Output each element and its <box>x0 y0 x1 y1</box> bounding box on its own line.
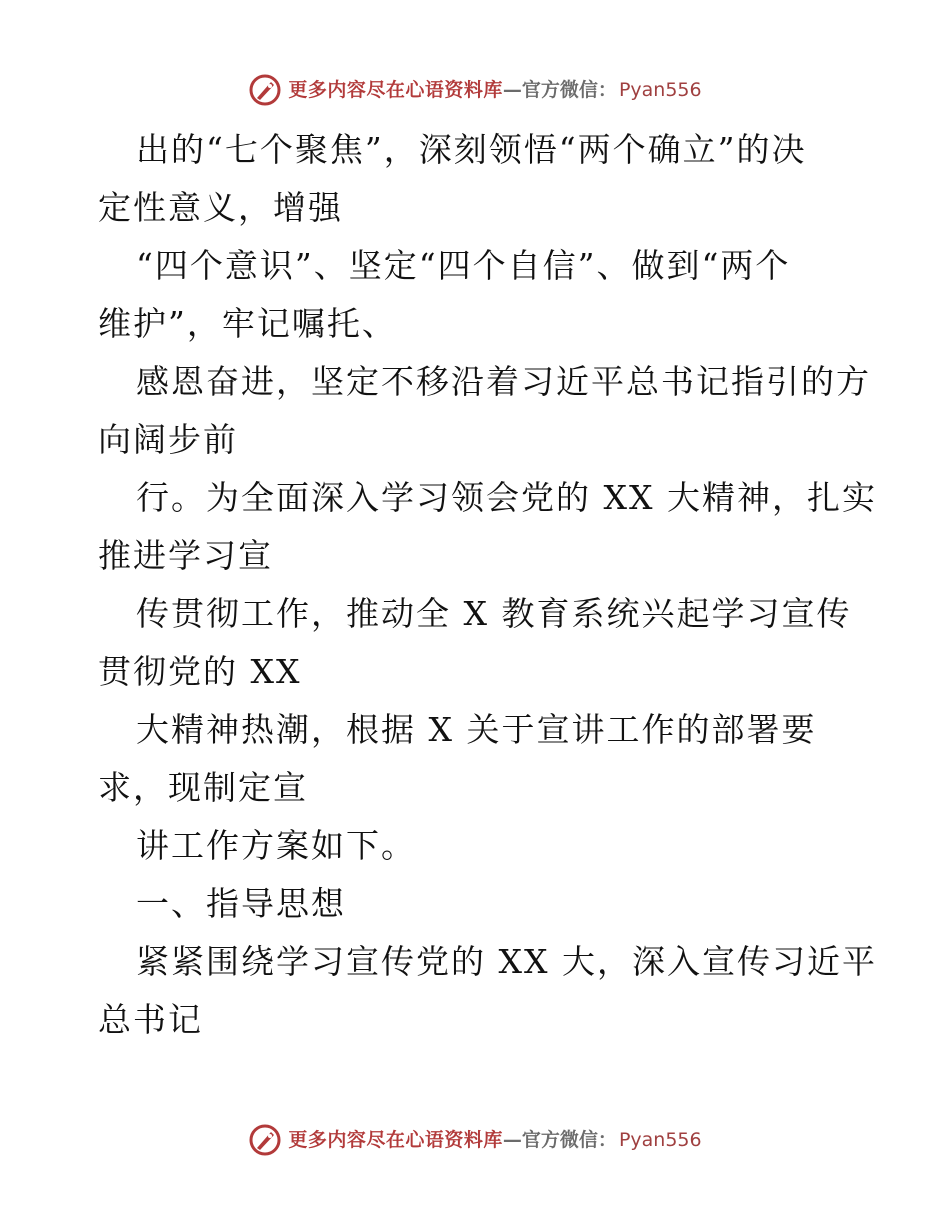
body-line: 传贯彻工作，推动全 X 教育系统兴起学习宣传 <box>136 594 852 633</box>
header-banner-wechat-id: Pyan556 <box>618 78 702 101</box>
body-line: 向阔步前 <box>98 420 238 459</box>
footer-banner-title: 更多内容尽在心语资料库 <box>288 1128 503 1151</box>
footer-banner-text <box>288 1128 702 1151</box>
body-line: “四个意识”、坚定“四个自信”、做到“两个 <box>136 246 791 285</box>
body-line: 讲工作方案如下。 <box>136 826 416 865</box>
body-line: 感恩奋进，坚定不移沿着习近平总书记指引的方 <box>136 362 871 401</box>
pen-nib-logo-icon <box>248 1123 282 1157</box>
footer-banner-separator: —官方微信： <box>502 1128 617 1151</box>
body-line: 定性意义，增强 <box>98 188 343 227</box>
body-line: 出的“七个聚焦”，深刻领悟“两个确立”的决 <box>136 130 807 169</box>
header-banner-text <box>288 78 702 101</box>
body-line: 贯彻党的 XX <box>98 652 302 691</box>
body-line: 求，现制定宣 <box>98 768 308 807</box>
body-line: 行。为全面深入学习领会党的 XX 大精神，扎实 <box>136 478 877 517</box>
body-line: 大精神热潮，根据 X 关于宣讲工作的部署要 <box>136 710 817 749</box>
footer-banner <box>0 1120 950 1160</box>
header-banner-title: 更多内容尽在心语资料库 <box>288 78 503 101</box>
body-line: 维护”，牢记嘱托、 <box>98 304 397 343</box>
body-line: 总书记 <box>98 1000 203 1039</box>
body-line: 推进学习宣 <box>98 536 273 575</box>
footer-banner-wechat-id: Pyan556 <box>618 1128 702 1151</box>
header-banner <box>0 70 950 110</box>
body-line: 紧紧围绕学习宣传党的 XX 大，深入宣传习近平 <box>136 942 877 981</box>
header-banner-separator: —官方微信： <box>502 78 617 101</box>
section-heading: 一、指导思想 <box>136 884 346 923</box>
pen-nib-logo-icon <box>248 73 282 107</box>
